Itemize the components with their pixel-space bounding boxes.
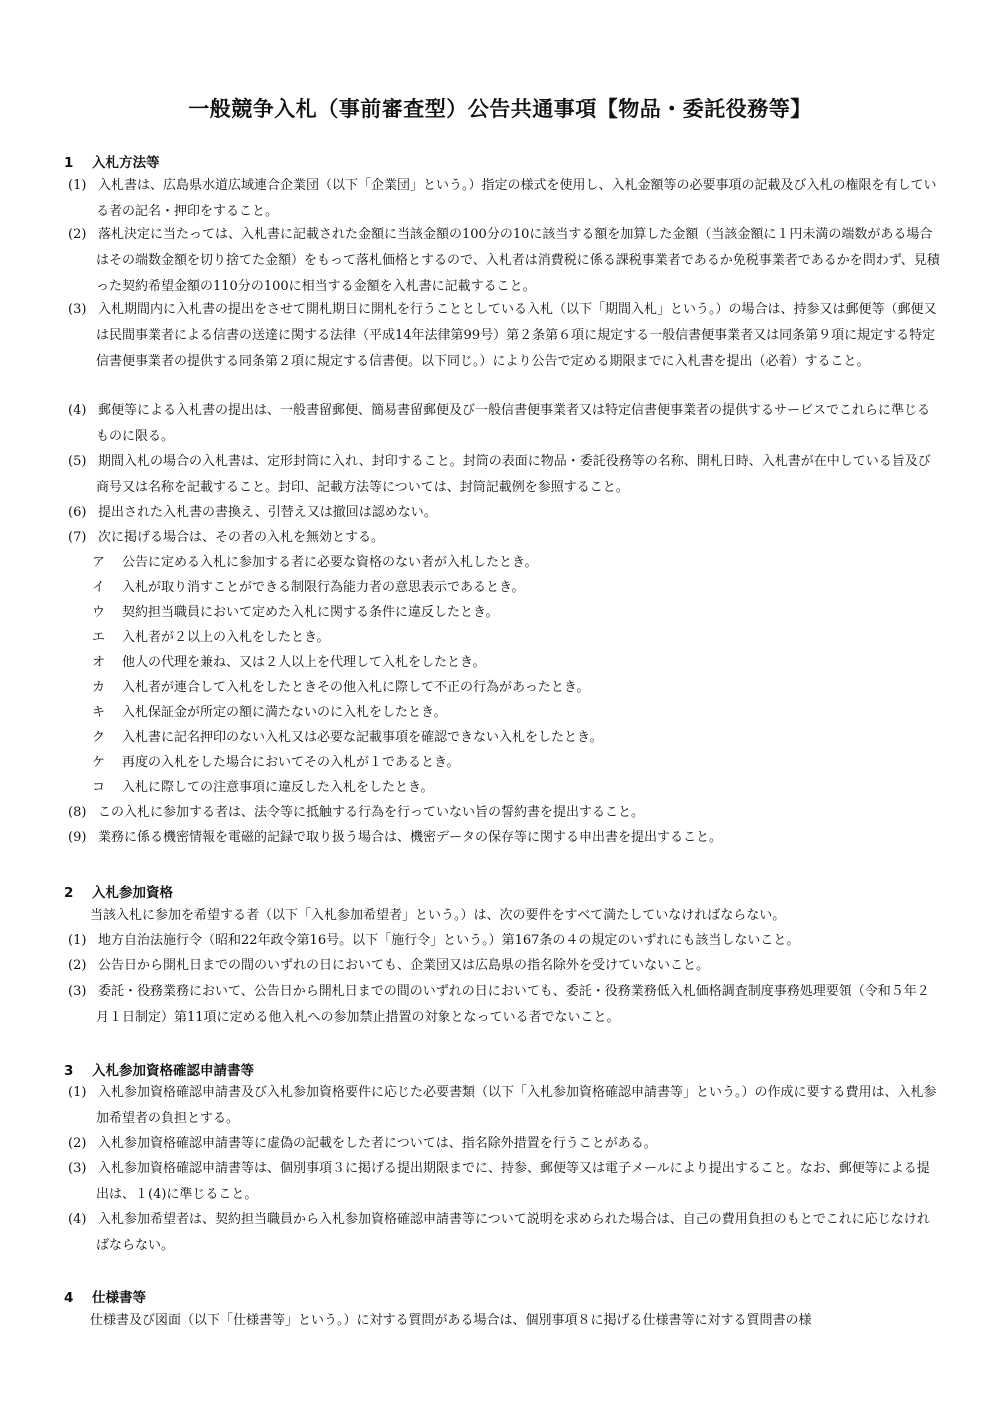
item-text: この入札に参加する者は、法令等に抵触する行為を行っていない旨の誓約書を提出すること。 xyxy=(98,805,645,820)
sub-item-e xyxy=(92,625,932,650)
sub-text: 入札保証金が所定の額に満たないのに入札をしたとき。 xyxy=(122,705,447,720)
item-text: 委託・役務業務において、公告日から開札日までの間のいずれの日においても、委託・役務業務低入札価格調査制度事務処理要領（令和５年２月１日制定）第11項に定める他入札への参加禁止措置の対象となっている者でないこと。 xyxy=(96,984,930,1025)
item-text: 入札書は、広島県水道広域連合企業団（以下「企業団」という。）指定の様式を使用し、入札金額等の必要事項の記載及び入札の権限を有している者の記名・押印をすること。 xyxy=(96,178,937,219)
item-text: 地方自治法施行令（昭和22年政令第16号。以下「施行令」という。）第167条の４の規定のいずれにも該当しないこと。 xyxy=(98,933,800,948)
sub-marker: ウ xyxy=(92,605,106,620)
item-text: 落札決定に当たっては、入札書に記載された金額に当該金額の100分の10に該当する額を加算した金額（当該金額に１円未満の端数がある場合はその端数金額を切り捨てた金額）をもって落札価格とするので、入札者は消費税に係る課税事業者であるか免税事業者であるかを問わず、見積った契約希望金額の110分の100に相当する金額を入札書に記載すること。 xyxy=(96,227,940,294)
item-text: 業務に係る機密情報を電磁的記録で取り扱う場合は、機密データの保存等に関する申出書を提出すること。 xyxy=(98,830,723,845)
item-marker: (6) xyxy=(68,505,87,520)
item-text: 入札参加希望者は、契約担当職員から入札参加資格確認申請書等について説明を求められた場合は、自己の費用負担のもとでこれに応じなければならない。 xyxy=(96,1212,930,1253)
section-1-heading xyxy=(64,151,160,171)
sub-text: 入札者が２以上の入札をしたとき。 xyxy=(122,630,330,645)
section-1-item-6 xyxy=(68,500,942,526)
item-marker: (4) xyxy=(68,403,87,418)
item-text: 入札参加資格確認申請書等は、個別事項３に掲げる提出期限までに、持参、郵便等又は電子メールにより提出すること。なお、郵便等による提出は、１(4)に準じること。 xyxy=(96,1161,930,1202)
item-marker: (8) xyxy=(68,805,87,820)
sub-marker: ア xyxy=(92,555,106,570)
section-number: 1 xyxy=(64,155,74,171)
item-marker: (3) xyxy=(68,302,87,317)
section-3-item-4 xyxy=(68,1207,942,1259)
section-title: 仕様書等 xyxy=(92,1290,146,1306)
section-1-item-7 xyxy=(68,525,942,551)
sub-item-ki xyxy=(92,700,932,725)
section-4-intro: 仕様書及び図面（以下「仕様書等」という。）に対する質問がある場合は、個別事項８に掲げる仕様書等に対する質問書の様 xyxy=(90,1313,812,1328)
sub-item-a xyxy=(92,550,932,575)
sub-marker: カ xyxy=(92,680,106,695)
item-text: 公告日から開札日までの間のいずれの日においても、企業団又は広島県の指名除外を受けていないこと。 xyxy=(98,958,710,973)
sub-marker: オ xyxy=(92,655,106,670)
item-text: 提出された入札書の書換え、引替え又は撤回は認めない。 xyxy=(98,505,437,520)
section-1-item-4 xyxy=(68,398,942,450)
sub-marker: ク xyxy=(92,730,106,745)
sub-text: 公告に定める入札に参加する者に必要な資格のない者が入札したとき。 xyxy=(122,555,538,570)
sub-text: 再度の入札をした場合においてその入札が１であるとき。 xyxy=(122,755,460,770)
sub-item-o xyxy=(92,650,932,675)
sub-item-ka xyxy=(92,675,932,700)
sub-item-ku xyxy=(92,725,932,750)
section-2-intro: 当該入札に参加を希望する者（以下「入札参加希望者」という。）は、次の要件をすべて満たしていなければならない。 xyxy=(90,908,786,923)
sub-marker: コ xyxy=(92,780,106,795)
section-1-item-2 xyxy=(68,222,942,299)
item-marker: (7) xyxy=(68,530,87,545)
section-2-item-3 xyxy=(68,979,942,1031)
sub-text: 契約担当職員において定めた入札に関する条件に違反したとき。 xyxy=(122,605,499,620)
sub-text: 入札書に記名押印のない入札又は必要な記載事項を確認できない入札をしたとき。 xyxy=(122,730,603,745)
item-marker: (4) xyxy=(68,1212,87,1227)
sub-text: 入札が取り消すことができる制限行為能力者の意思表示であるとき。 xyxy=(122,580,525,595)
sub-text: 入札に際しての注意事項に違反した入札をしたとき。 xyxy=(122,780,434,795)
section-3-heading xyxy=(64,1059,254,1079)
item-marker: (1) xyxy=(68,1085,87,1100)
item-marker: (2) xyxy=(68,1136,87,1151)
section-number: 3 xyxy=(64,1063,74,1079)
item-marker: (5) xyxy=(68,454,87,469)
section-1-item-3 xyxy=(68,297,942,374)
item-text: 入札期間内に入札書の提出をさせて開札期日に開札を行うこととしている入札（以下「期間入札」という。）の場合は、持参又は郵便等（郵便又は民間事業者による信書の送達に関する法律（平成14年法律第99号）第２条第６項に規定する一般信書便事業者又は同条第９項に規定する特定信書便事業者の提供する同条第２項に規定する信書便。以下同じ。）により公告で定める期限までに入札書を提出（必着）すること。 xyxy=(96,302,937,369)
sub-text: 他人の代理を兼ね、又は２人以上を代理して入札をしたとき。 xyxy=(122,655,486,670)
section-1-item-8 xyxy=(68,800,942,826)
item-text: 入札参加資格確認申請書及び入札参加資格要件に応じた必要書類（以下「入札参加資格確認申請書等」という。）の作成に要する費用は、入札参加希望者の負担とする。 xyxy=(96,1085,937,1126)
sub-item-u xyxy=(92,600,932,625)
item-marker: (3) xyxy=(68,1161,87,1176)
section-1-item-9 xyxy=(68,825,942,851)
sub-marker: イ xyxy=(92,580,106,595)
section-1-item-5 xyxy=(68,449,942,501)
section-4-heading xyxy=(64,1286,146,1306)
document-title: 一般競争入札（事前審査型）公告共通事項【物品・委託役務等】 xyxy=(188,97,812,121)
section-2-item-2 xyxy=(68,953,942,979)
item-marker: (1) xyxy=(68,178,87,193)
item-marker: (3) xyxy=(68,984,87,999)
section-2-item-1 xyxy=(68,928,942,954)
sub-item-i xyxy=(92,575,932,600)
section-3-item-3 xyxy=(68,1156,942,1208)
section-title: 入札参加資格 xyxy=(92,885,173,901)
sub-text: 入札者が連合して入札をしたときその他入札に際して不正の行為があったとき。 xyxy=(122,680,590,695)
sub-marker: エ xyxy=(92,630,106,645)
section-3-item-1 xyxy=(68,1080,942,1132)
section-number: 2 xyxy=(64,885,74,901)
section-1-item-1 xyxy=(68,173,942,225)
item-marker: (9) xyxy=(68,830,87,845)
item-text: 入札参加資格確認申請書等に虚偽の記載をした者については、指名除外措置を行うことがある。 xyxy=(98,1136,657,1151)
sub-item-ke xyxy=(92,750,932,775)
section-3-item-2 xyxy=(68,1131,942,1157)
section-number: 4 xyxy=(64,1290,74,1306)
item-text: 期間入札の場合の入札書は、定形封筒に入れ、封印すること。封筒の表面に物品・委託役務等の名称、開札日時、入札書が在中している旨及び商号又は名称を記載すること。封印、記載方法等については、封筒記載例を参照すること。 xyxy=(96,454,931,495)
section-title: 入札方法等 xyxy=(92,155,160,171)
item-text: 次に掲げる場合は、その者の入札を無効とする。 xyxy=(98,530,385,545)
section-2-heading xyxy=(64,881,173,901)
item-marker: (2) xyxy=(68,227,87,242)
sub-item-ko xyxy=(92,775,932,800)
section-title: 入札参加資格確認申請書等 xyxy=(92,1063,254,1079)
sub-marker: ケ xyxy=(92,755,106,770)
sub-marker: キ xyxy=(92,705,106,720)
item-marker: (1) xyxy=(68,933,87,948)
item-marker: (2) xyxy=(68,958,87,973)
item-text: 郵便等による入札書の提出は、一般書留郵便、簡易書留郵便及び一般信書便事業者又は特定信書便事業者の提供するサービスでこれらに準じるものに限る。 xyxy=(96,403,931,444)
